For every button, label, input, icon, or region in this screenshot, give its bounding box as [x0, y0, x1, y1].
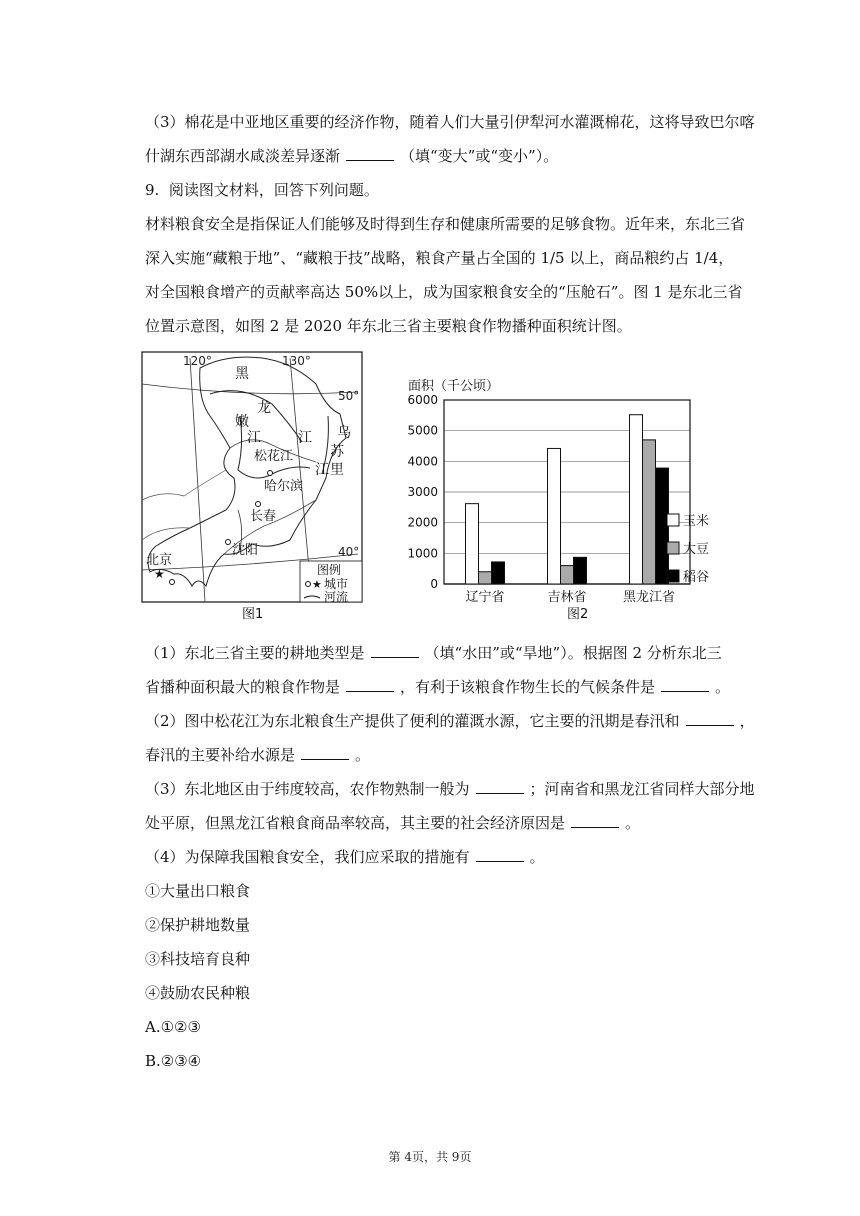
longitude-label: 120°	[183, 354, 212, 368]
bar-大豆	[561, 566, 574, 584]
bar-大豆	[479, 572, 492, 584]
bar-玉米	[630, 415, 643, 584]
map-caption: 图1	[242, 607, 264, 622]
q9-part3-text: ；河南省和黑龙江省同样大部分地	[529, 780, 755, 798]
map-figure1	[140, 350, 372, 625]
q9-part1-line2	[145, 677, 730, 697]
q9-part2-line2	[145, 745, 370, 765]
q9-part3-text: （3）东北地区由于纬度较高，农作物熟制一般为	[145, 780, 470, 798]
wusulijiang-river-char: 乌	[337, 425, 351, 441]
answer-blank[interactable]	[476, 847, 524, 862]
y-tick-label: 2000	[407, 515, 438, 530]
y-tick-label: 4000	[407, 454, 438, 469]
q9-part1-text: 省播种面积最大的粮食作物是	[145, 678, 341, 696]
q9-part1-text: （1）东北三省主要的耕地类型是	[145, 644, 365, 662]
q9-number: 9.	[145, 181, 160, 199]
y-tick-label: 6000	[407, 393, 438, 407]
q9-part2-line1	[145, 711, 755, 731]
q9-part3-line2	[145, 813, 640, 833]
answer-blank[interactable]	[686, 711, 734, 726]
city-marker	[170, 580, 175, 585]
y-tick-label: 3000	[407, 485, 438, 499]
star-icon: ★	[312, 578, 322, 591]
chart-caption: 图2	[567, 607, 589, 622]
city-marker	[226, 540, 231, 545]
bar-稻谷	[574, 557, 587, 584]
q9-material-line: 位置示意图，如图 2 是 2020 年东北三省主要粮食作物播种面积统计图。	[145, 317, 632, 335]
q9-choice-a[interactable]: A.①②③	[145, 1018, 201, 1036]
answer-blank[interactable]	[661, 677, 709, 692]
bar-玉米	[548, 448, 561, 584]
y-tick-label: 0	[430, 577, 438, 591]
wusulijiang-river-char: 江	[315, 462, 329, 478]
answer-blank[interactable]	[301, 745, 349, 760]
category-label: 吉林省	[547, 590, 587, 605]
y-axis-label: 面积（千公顷）	[408, 379, 500, 394]
bar-大豆	[643, 440, 656, 584]
q9-stem	[145, 180, 379, 200]
nenjiang-river-char: 江	[247, 430, 261, 446]
q9-part4-text: 。	[529, 848, 545, 866]
legend-label: 稻谷	[683, 570, 710, 585]
wusulijiang-river-char: 里	[330, 462, 344, 478]
map-legend-river: 河流	[324, 590, 349, 604]
q9-part1-line1	[145, 643, 722, 663]
bar-玉米	[466, 504, 479, 584]
beijing-label: 北京	[146, 553, 173, 568]
q9-material-line: 深入实施“藏粮于地”、“藏粮于技”战略，粮食产量占全国的 1/5 以上，商品粮约占 1/4，	[145, 249, 734, 267]
q8-part3-line1: （3）棉花是中亚地区重要的经济作物，随着人们大量引伊犁河水灌溉棉花，这将导致巴尔喀	[145, 113, 755, 131]
heilongjiang-river-char: 江	[298, 430, 312, 446]
star-icon: ★	[154, 567, 165, 581]
category-label: 黑龙江省	[622, 590, 676, 605]
legend-label: 大豆	[683, 542, 710, 557]
y-tick-label: 5000	[407, 423, 438, 438]
heilongjiang-river-char: 龙	[257, 400, 271, 416]
map-legend-title: 图例	[317, 563, 342, 577]
q9-choice-b[interactable]: B.②③④	[145, 1052, 202, 1070]
bar-chart-figure2	[400, 368, 740, 630]
songhuajiang-label: 松花江	[254, 449, 294, 464]
q9-option: ③科技培育良种	[145, 950, 251, 968]
answer-blank[interactable]	[346, 677, 394, 692]
harbin-label: 哈尔滨	[264, 479, 304, 494]
wusulijiang-river-char: 苏	[330, 444, 344, 460]
q9-option: ②保护耕地数量	[145, 916, 251, 934]
q8-part3-text-b: （填“变大”或“变小”）。	[400, 147, 559, 165]
city-marker	[306, 582, 311, 587]
latitude-label: 40°	[338, 545, 360, 559]
q9-stem-text: 阅读图文材料，回答下列问题。	[168, 181, 379, 199]
q9-part3-text: 处平原，但黑龙江省粮食商品率较高，其主要的社会经济原因是	[145, 814, 566, 832]
q9-part1-text: 。	[715, 678, 731, 696]
answer-blank[interactable]	[571, 813, 619, 828]
city-marker	[256, 502, 261, 507]
shenyang-label: 沈阳	[232, 543, 259, 558]
q9-part2-text: ，	[739, 712, 755, 730]
q9-part3-line1	[145, 779, 755, 799]
nenjiang-river-char: 嫩	[235, 414, 249, 430]
page-footer: 第 4页，共 9页	[388, 1150, 472, 1164]
answer-blank[interactable]	[371, 643, 419, 658]
legend-label: 玉米	[683, 514, 710, 529]
q9-option: ④鼓励农民种粮	[145, 984, 251, 1002]
legend-swatch	[667, 542, 679, 554]
legend-swatch	[667, 514, 679, 526]
q9-part2-text: 。	[355, 746, 371, 764]
answer-blank[interactable]	[476, 779, 524, 794]
heilongjiang-river-char: 黑	[235, 366, 249, 382]
q8-part3-text-a: 什湖东西部湖水咸淡差异逐渐	[145, 147, 341, 165]
answer-blank[interactable]	[346, 146, 394, 161]
q9-option: ①大量出口粮食	[145, 882, 251, 900]
latitude-label: 50°	[338, 389, 360, 403]
q9-part4	[145, 847, 545, 867]
city-marker	[268, 471, 273, 476]
q8-part3-line2	[145, 146, 558, 166]
q9-part3-text: 。	[625, 814, 641, 832]
y-tick-label: 1000	[407, 546, 438, 561]
q9-part2-text: （2）图中松花江为东北粮食生产提供了便利的灌溉水源，它主要的汛期是春汛和	[145, 712, 680, 730]
legend-swatch	[667, 570, 679, 582]
q9-material-line: 对全国粮食增产的贡献率高达 50%以上，成为国家粮食安全的“压舱石”。图 1 是东北三省	[145, 283, 743, 301]
longitude-label: 130°	[282, 354, 311, 368]
changchun-label: 长春	[250, 509, 277, 524]
q9-part2-text: 春汛的主要补给水源是	[145, 746, 296, 764]
category-label: 辽宁省	[465, 590, 505, 605]
bar-稻谷	[492, 562, 505, 584]
q9-material-line: 材料粮食安全是指保证人们能够及时得到生存和健康所需要的足够食物。近年来，东北三省	[145, 215, 746, 233]
q9-part4-text: （4）为保障我国粮食安全，我们应采取的措施有	[145, 848, 470, 866]
map-legend-city: 城市	[324, 577, 349, 591]
q9-part1-text: ，有利于该粮食作物生长的气候条件是	[400, 678, 656, 696]
q9-part1-text: （填“水田”或“旱地”）。根据图 2 分析东北三	[424, 644, 722, 662]
